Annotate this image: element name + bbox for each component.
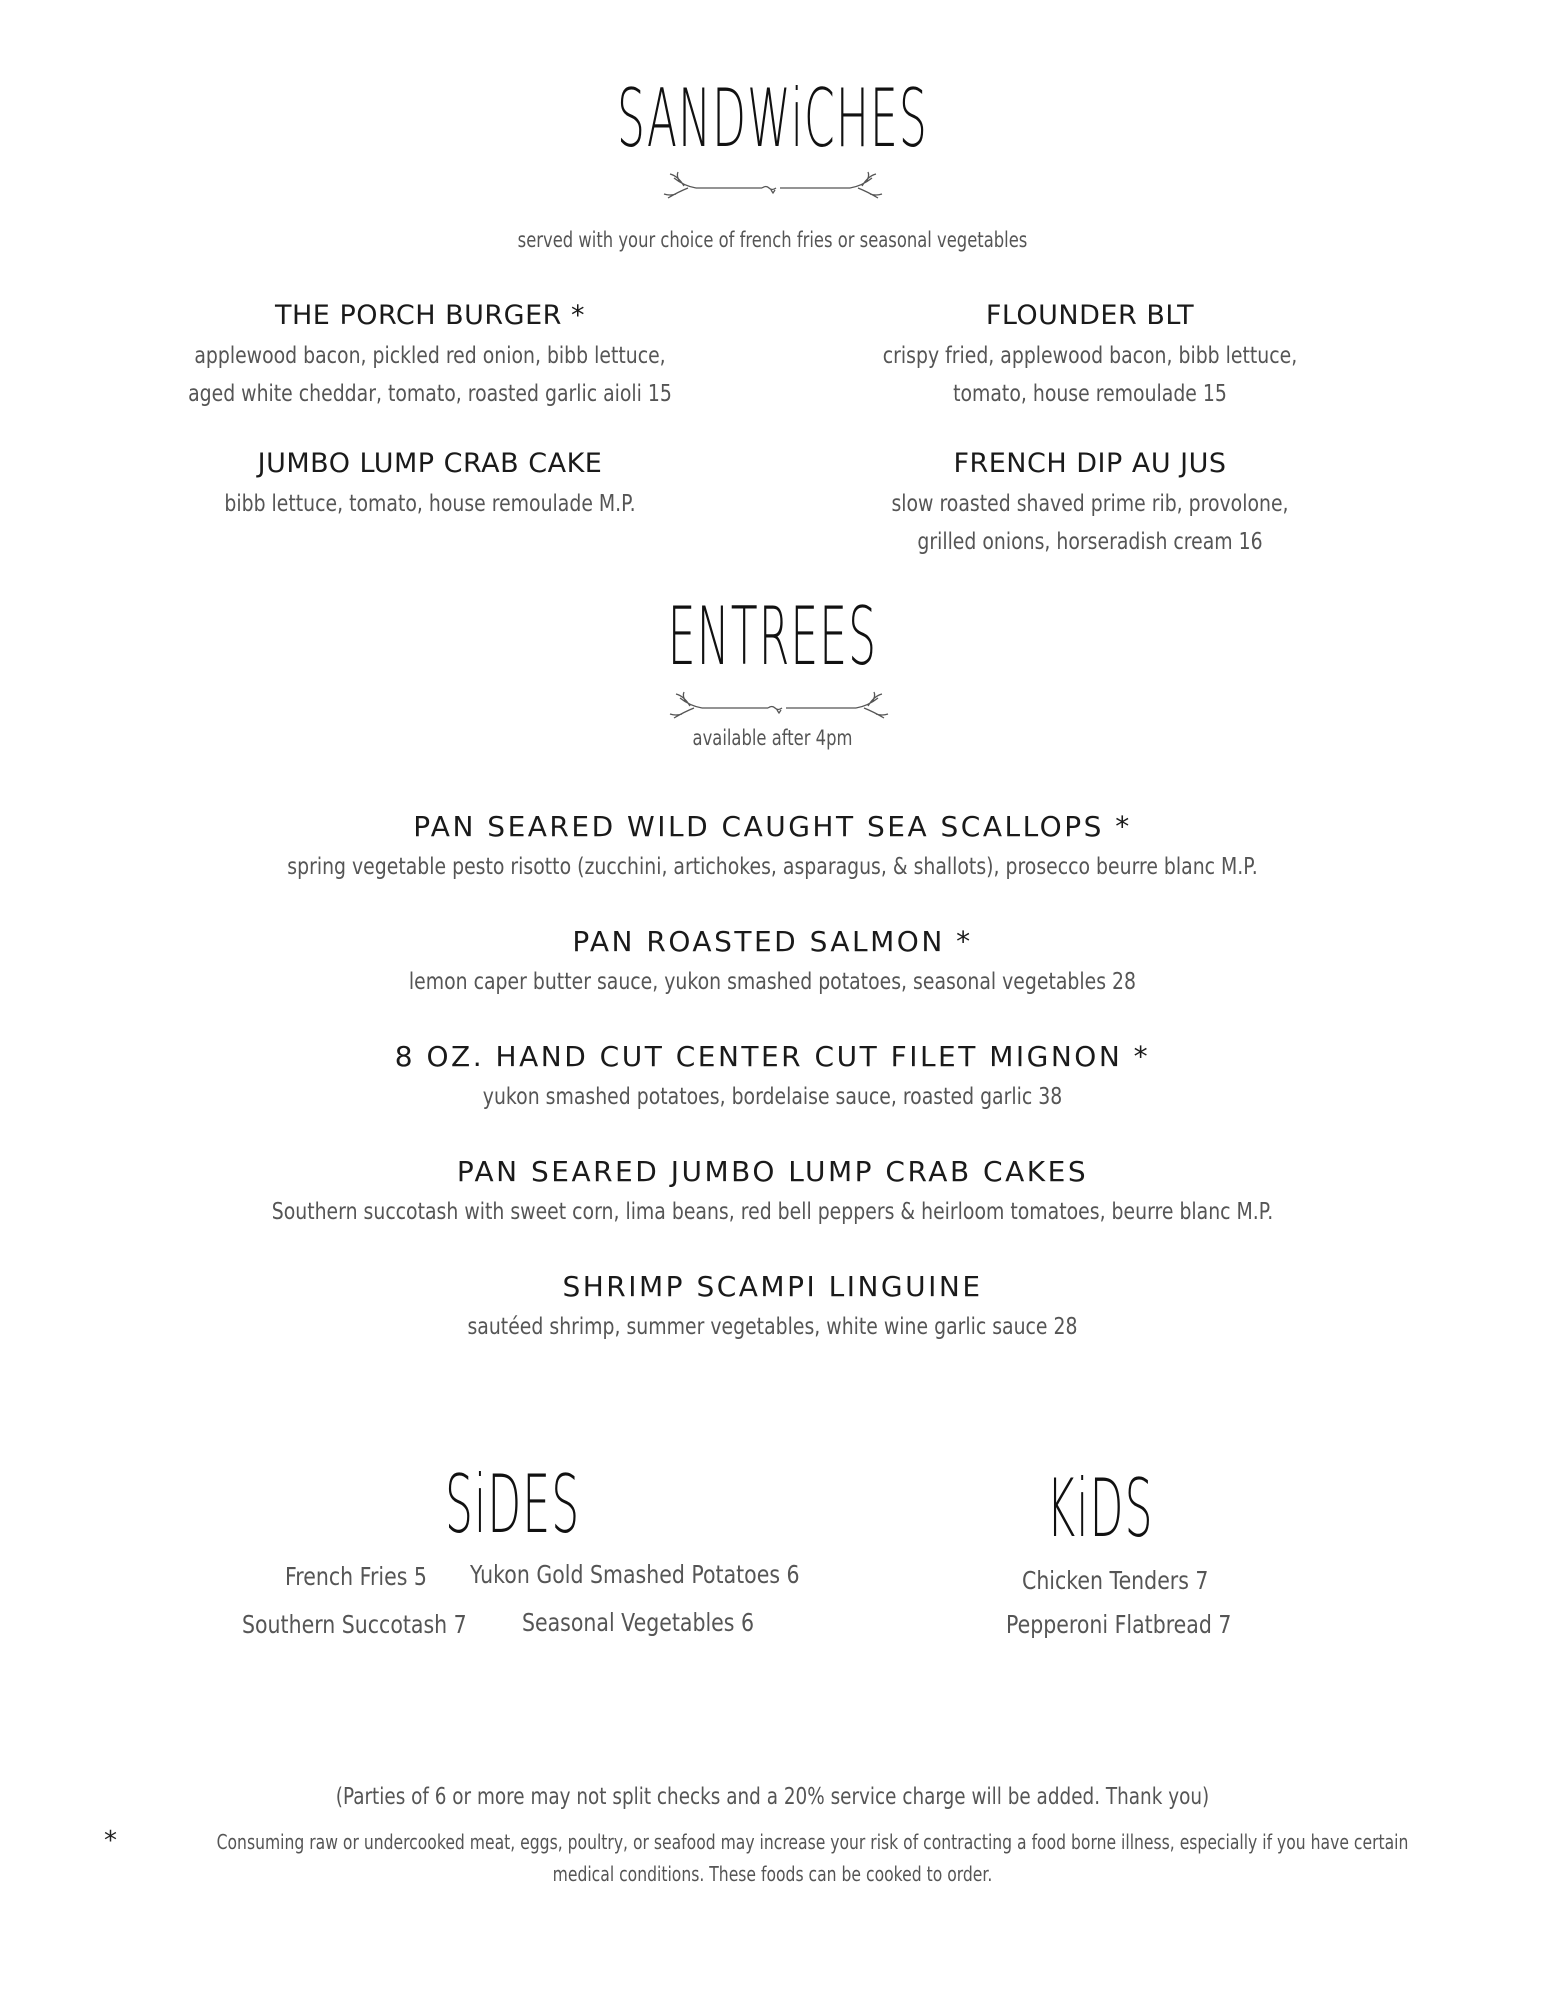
sides-title: SiDES <box>445 1458 581 1551</box>
item-description: slow roasted shaved prime rib, provolone, grilled onions, horseradish cream 16 <box>891 491 1289 555</box>
item-name: PAN SEARED JUMBO LUMP CRAB CAKES <box>456 1155 1089 1188</box>
item-name: PAN SEARED WILD CAUGHT SEA SCALLOPS * <box>413 810 1132 843</box>
item-description: Southern succotash with sweet corn, lima beans, red bell peppers & heirloom tomatoes, beurre blanc M.P. <box>271 1199 1274 1225</box>
menu-item <box>130 448 730 523</box>
sandwiches-subtitle: served with your choice of french fries or seasonal vegetables <box>517 228 1028 252</box>
item-name: JUMBO LUMP CRAB CAKE <box>257 448 603 479</box>
item-description: sautéed shrimp, summer vegetables, white wine garlic sauce 28 <box>467 1314 1078 1340</box>
branch-ornament-icon <box>0 168 1545 213</box>
item-name: THE PORCH BURGER * <box>275 300 585 331</box>
side-item: Yukon Gold Smashed Potatoes 6 <box>470 1560 800 1589</box>
item-description: crispy fried, applewood bacon, bibb lettuce, tomato, house remoulade 15 <box>882 343 1298 407</box>
item-description: lemon caper butter sauce, yukon smashed potatoes, seasonal vegetables 28 <box>408 969 1137 995</box>
item-description: applewood bacon, pickled red onion, bibb lettuce, aged white cheddar, tomato, roasted garlic aioli 15 <box>188 343 672 407</box>
kids-item: Pepperoni Flatbread 7 <box>1006 1610 1232 1639</box>
menu-item <box>810 448 1370 561</box>
food-safety-warning: Consuming raw or undercooked meat, eggs, poultry, or seafood may increase your risk of contracting a food borne illness, especially if you have certain <box>216 1830 1409 1854</box>
item-name: PAN ROASTED SALMON * <box>572 925 973 958</box>
item-description: bibb lettuce, tomato, house remoulade M.P. <box>224 491 636 517</box>
asterisk-marker: * <box>104 1826 117 1856</box>
menu-item <box>810 300 1370 413</box>
item-description: yukon smashed potatoes, bordelaise sauce, roasted garlic 38 <box>482 1084 1063 1110</box>
side-item: Southern Succotash 7 <box>242 1610 467 1639</box>
kids-title: KiDS <box>1046 1462 1154 1555</box>
entrees-subtitle: available after 4pm <box>692 726 853 750</box>
kids-item: Chicken Tenders 7 <box>1022 1566 1209 1595</box>
side-item: French Fries 5 <box>285 1562 427 1591</box>
sandwiches-title: SANDWiCHES <box>617 72 928 165</box>
parties-note: (Parties of 6 or more may not split checks and a 20% service charge will be added. Thank you) <box>335 1784 1210 1810</box>
item-name: FLOUNDER BLT <box>985 300 1195 331</box>
food-safety-warning-line2: medical conditions. These foods can be cooked to order. <box>552 1862 993 1886</box>
entrees-title: ENTREES <box>667 590 878 683</box>
side-item: Seasonal Vegetables 6 <box>522 1608 755 1637</box>
menu-item <box>130 300 730 413</box>
item-description: spring vegetable pesto risotto (zucchini, artichokes, asparagus, & shallots), prosecco beurre blanc M.P. <box>287 854 1258 880</box>
item-name: 8 OZ. HAND CUT CENTER CUT FILET MIGNON * <box>394 1040 1151 1073</box>
item-name: SHRIMP SCAMPI LINGUINE <box>562 1270 983 1303</box>
item-name: FRENCH DIP AU JUS <box>953 448 1227 479</box>
